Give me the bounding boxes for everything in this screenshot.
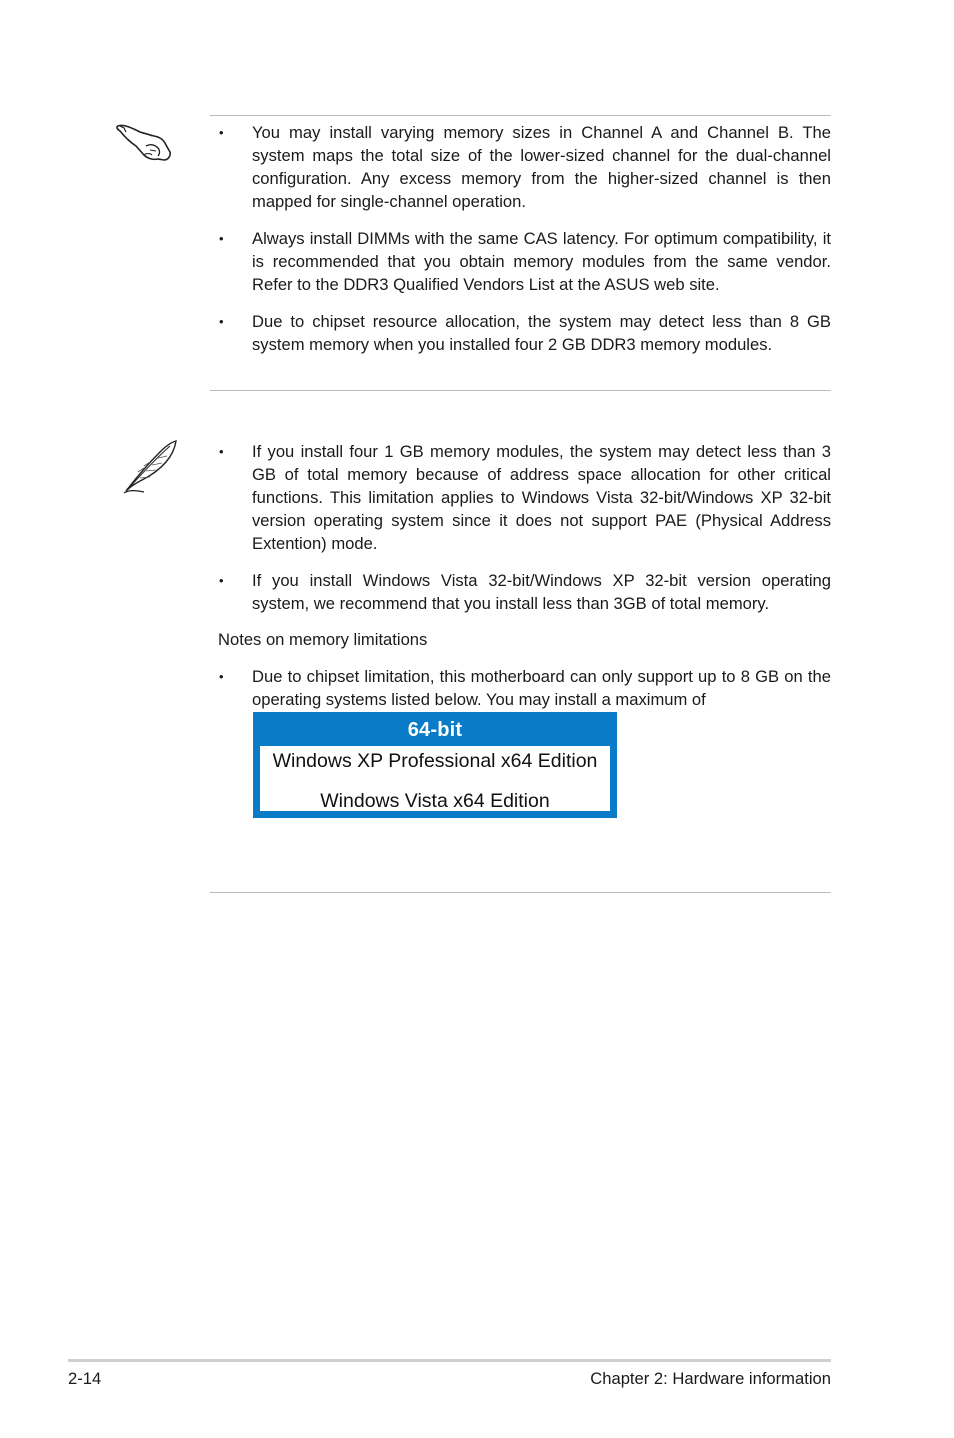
list-item: • Always install DIMMs with the same CAS latency. For optimum compatibility, it is recommended that you obtain memory modules from the same vendor. Refer to the DDR3 Qualified Vendors List at the ASUS web site. (219, 229, 831, 294)
table-row: Windows XP Professional x64 Edition (272, 750, 598, 772)
list-item: • Due to chipset resource allocation, the system may detect less than 8 GB system memory when you installed four 2 GB DDR3 memory modules. (219, 312, 831, 354)
caution-top-rule (210, 115, 831, 116)
list-item: • If you install Windows Vista 32-bit/Windows XP 32-bit version operating system, we recommend that you install less than 3GB of total memory. (219, 571, 831, 613)
footer-rule (68, 1359, 831, 1362)
limitation-list (218, 665, 831, 711)
page-number: 2-14 (68, 1369, 102, 1388)
note-list (218, 440, 831, 615)
list-item: • If you install four 1 GB memory modules, the system may detect less than 3 GB of total memory because of address space allocation for other critical functions. This limitation applies to Windows Vista 32-bit/Windows XP 32-bit version operating system since it does not support PAE (Physical Address Extention) mode. (219, 442, 831, 553)
caution-bottom-rule (210, 390, 831, 391)
list-item: • You may install varying memory sizes in Channel A and Channel B. The system maps the total size of the lower-sized channel for the dual-channel configuration. Any excess memory from the higher-sized channel is then mapped for single-channel operation. (219, 123, 831, 211)
hand-icon (114, 120, 174, 169)
table-row: Windows Vista x64 Edition (320, 790, 550, 812)
os-support-table (253, 712, 617, 818)
notes-subheading: Notes on memory limitations (218, 630, 428, 649)
note-bottom-rule (210, 892, 831, 893)
table-body (260, 746, 610, 811)
quill-pen-icon (120, 438, 180, 501)
caution-list (218, 121, 831, 356)
chapter-title: Chapter 2: Hardware information (590, 1369, 831, 1388)
table-header: 64-bit (407, 719, 463, 741)
list-item: • Due to chipset limitation, this motherboard can only support up to 8 GB on the operating systems listed below. You may install a maximum of (219, 667, 831, 709)
